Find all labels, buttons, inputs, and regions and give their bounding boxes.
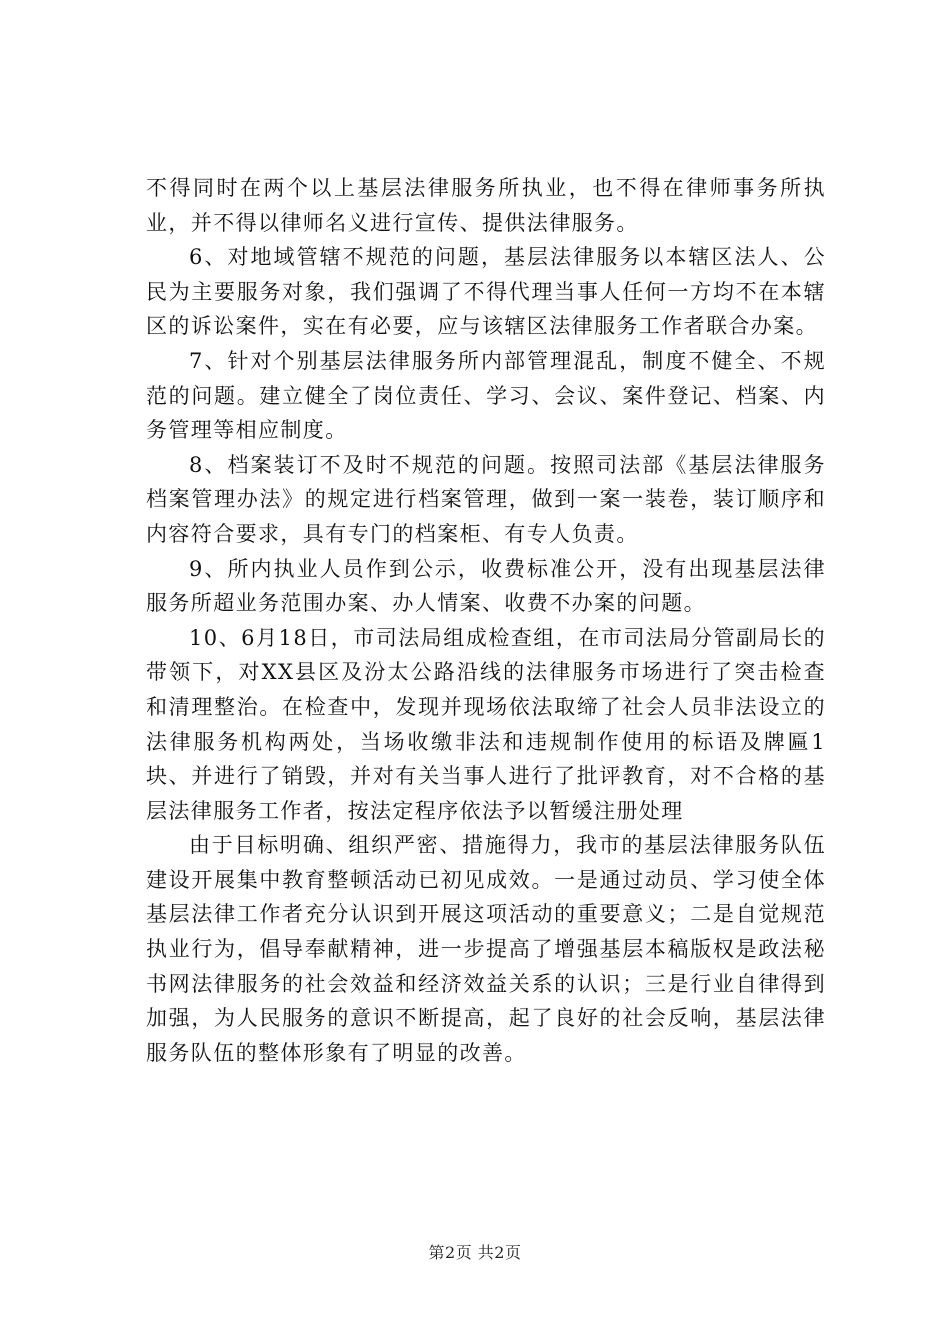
paragraph-summary: 由于目标明确、组织严密、措施得力，我市的基层法律服务队伍建设开展集中教育整顿活动已初见成效。一是通过动员、学习使全体基层法律工作者充分认识到开展这项活动的重要意义；二是自觉规范执业行为，倡导奉献精神，进一步提高了增强基层本稿版权是政法秘书网法律服务的社会效益和经济效益关系的认识；三是行业自律得到加强，为人民服务的意识不断提高，起了良好的社会反响，基层法律服务队伍的整体形象有了明显的改善。: [146, 833, 826, 1065]
document-body: [146, 171, 826, 1070]
paragraph-item-7: 7、针对个别基层法律服务所内部管理混乱，制度不健全、不规范的问题。建立健全了岗位责任、学习、会议、案件登记、档案、内务管理等相应制度。: [146, 348, 826, 443]
paragraph-item-10: 10、6月18日，市司法局组成检查组，在市司法局分管副局长的带领下，对XX县区及汾太公路沿线的法律服务市场进行了突击检查和清理整治。在检查中，发现并现场依法取缔了社会人员非法设立的法律服务机构两处，当场收缴非法和违规制作使用的标语及牌匾1块、并进行了销毁，并对有关当事人进行了批评教育，对不合格的基层法律服务工作者，按法定程序依法予以暂缓注册处理: [146, 625, 826, 823]
paragraph-item-9: 9、所内执业人员作到公示，收费标准公开，没有出现基层法律服务所超业务范围办案、办人情案、收费不办案的问题。: [146, 556, 826, 616]
paragraph-item-6: 6、对地域管辖不规范的问题，基层法律服务以本辖区法人、公民为主要服务对象，我们强调了不得代理当事人任何一方均不在本辖区的诉讼案件，实在有必要，应与该辖区法律服务工作者联合办案。: [146, 245, 826, 339]
paragraph-item-8: 8、档案装订不及时不规范的问题。按照司法部《基层法律服务档案管理办法》的规定进行档案管理，做到一案一装卷，装订顺序和内容符合要求，具有专门的档案柜、有专人负责。: [146, 452, 826, 546]
page-number-footer: 第2页 共2页: [428, 1243, 522, 1262]
paragraph-continuation: 不得同时在两个以上基层法律服务所执业，也不得在律师事务所执业，并不得以律师名义进行宣传、提供法律服务。: [146, 176, 826, 235]
